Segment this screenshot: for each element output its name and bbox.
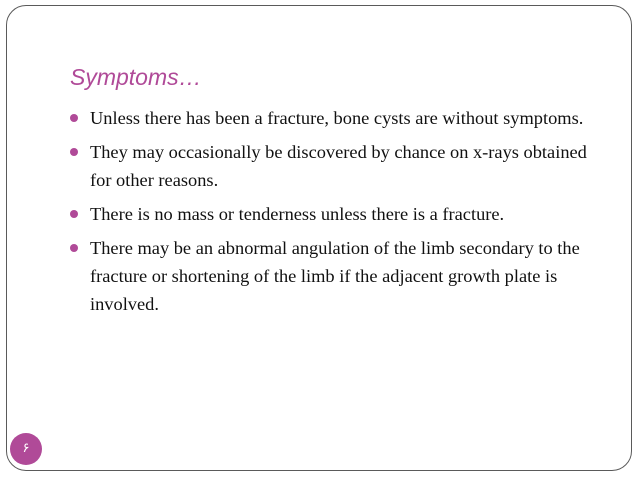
bullet-item	[70, 234, 600, 318]
bullet-text: There is no mass or tenderness unless there is a fracture.	[90, 204, 505, 224]
bullet-text: There may be an abnormal angulation of the limb secondary to the fracture or shortening of the limb if the adjacent growth plate is involved.	[90, 238, 580, 314]
bullet-text: They may occasionally be discovered by chance on x-rays obtained for other reasons.	[90, 142, 587, 190]
page-number-badge: ۶	[10, 433, 42, 465]
bullet-dot-icon	[70, 148, 78, 156]
bullet-item	[70, 104, 600, 132]
bullet-item	[70, 138, 600, 194]
bullet-dot-icon	[70, 244, 78, 252]
bullet-dot-icon	[70, 114, 78, 122]
bullet-item	[70, 200, 600, 228]
bullet-list	[70, 104, 600, 324]
bullet-text: Unless there has been a fracture, bone cysts are without symptoms.	[90, 108, 584, 128]
bullet-dot-icon	[70, 210, 78, 218]
slide-title: Symptoms…	[70, 64, 202, 90]
